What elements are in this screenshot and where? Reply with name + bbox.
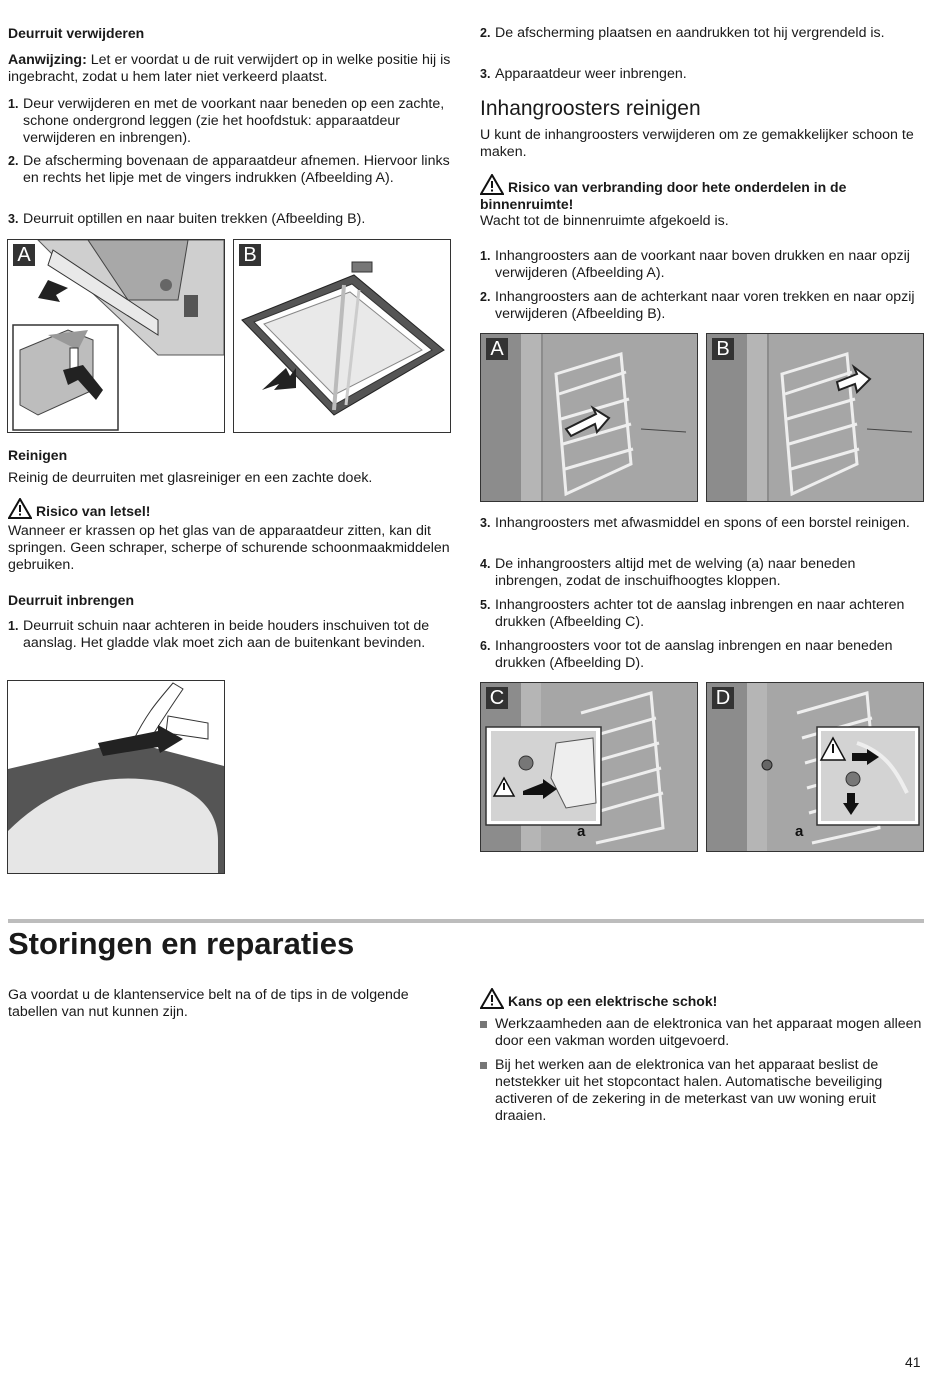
step-number: 2. [8, 154, 19, 168]
step-number: 1. [8, 619, 19, 633]
remove-step-3 [8, 211, 458, 228]
list-item [480, 1057, 926, 1125]
step-number: 3. [480, 516, 491, 530]
remove-step-2 [8, 153, 458, 187]
step-number: 6. [480, 639, 491, 653]
shock-warning-text: Kans op een elektrische schok! [508, 993, 718, 1009]
list-item [480, 1016, 926, 1050]
step-number: 4. [480, 557, 491, 571]
step-text: Deur verwijderen en met de voorkant naar beneden op een zachte, schone ondergrond leggen (zie het hoofdstuk: apparaatdeur verwijderen en inbrengen). [23, 96, 445, 146]
figure-rack-front-removal [480, 333, 698, 502]
bullet-square-icon [480, 1021, 487, 1028]
racks-heading: Inhangroosters reinigen [480, 97, 701, 120]
figure-label-a: A [486, 338, 508, 360]
note-paragraph [8, 52, 458, 86]
note-text: Let er voordat u de ruit verwijdert op in welke positie hij is ingebracht, zodat u hem later niet verkeerd plaatst. [8, 52, 451, 85]
racks-step-5 [480, 597, 926, 631]
warning-triangle-icon [480, 988, 504, 1009]
injury-warning-text: Risico van letsel! [36, 503, 151, 519]
rack-back-illustration [707, 334, 923, 501]
burn-warning-text: Risico van verbranding door hete onderdelen in de binnenruimte! [480, 179, 847, 212]
figure-label-d: D [712, 687, 734, 709]
figure-rack-back-insertion [480, 682, 698, 852]
faults-intro: Ga voordat u de klantenservice belt na of de tips in de volgende tabellen van nut kunnen zijn. [8, 987, 409, 1020]
rack-front-illustration [481, 334, 697, 501]
bullet-square-icon [480, 1062, 487, 1069]
remove-step-1 [8, 96, 458, 147]
step-text: Apparaatdeur weer inbrengen. [495, 66, 687, 82]
step-number: 1. [8, 97, 19, 111]
clean-text: Reinig de deurruiten met glasreiniger en een zachte doek. [8, 470, 373, 486]
racks-step-2 [480, 289, 926, 323]
injury-warning [8, 498, 150, 520]
warning-triangle-icon [8, 498, 32, 519]
door-cover-illustration [8, 240, 224, 432]
racks-step-4 [480, 556, 926, 590]
page-number: 41 [905, 1354, 921, 1370]
figure-pane-removal [233, 239, 451, 433]
rack-insert-back-illustration [481, 683, 697, 851]
figure-label-b: B [712, 338, 734, 360]
figure-rack-front-insertion [706, 682, 924, 852]
step-text: Inhangroosters voor tot de aanslag inbrengen en naar beneden drukken (Afbeelding D). [495, 638, 893, 671]
step-number: 1. [480, 249, 491, 263]
racks-intro: U kunt de inhangroosters verwijderen om ze gemakkelijker schoon te maken. [480, 127, 914, 160]
section-divider [8, 919, 924, 923]
racks-step-3 [480, 515, 926, 532]
step-number: 3. [480, 67, 491, 81]
step-number: 3. [8, 212, 19, 226]
cover-step-2 [480, 25, 926, 42]
burn-warning [480, 174, 920, 213]
note-label: Aanwijzing: [8, 52, 87, 68]
shock-warning [480, 988, 717, 1010]
insert-step-1 [8, 618, 458, 652]
step-text: Deurruit optillen en naar buiten trekken (Afbeelding B). [23, 211, 366, 227]
pane-insert-illustration [8, 681, 224, 873]
remove-pane-title: Deurruit verwijderen [8, 25, 145, 41]
figure-label-a: A [13, 244, 35, 266]
pane-lift-illustration [234, 240, 450, 432]
figure-pane-insertion [7, 680, 225, 874]
figure-rack-back-removal [706, 333, 924, 502]
step-number: 2. [480, 26, 491, 40]
list-item-text: Bij het werken aan de elektronica van het apparaat beslist de netstekker uit het stopcontact halen. Automatische beveiliging activeren of de zekering in de meterkast van uw woning eruit draaien. [495, 1057, 883, 1124]
step-text: Inhangroosters aan de achterkant naar voren trekken en naar opzij verwijderen (Afbeelding B). [495, 289, 915, 322]
insert-heading: Deurruit inbrengen [8, 592, 135, 608]
step-text: Inhangroosters aan de voorkant naar boven drukken en naar opzij verwijderen (Afbeelding A). [495, 248, 910, 281]
curve-label-a: a [795, 823, 804, 840]
cover-step-3 [480, 66, 926, 83]
figure-door-cover-removal [7, 239, 225, 433]
step-text: Inhangroosters achter tot de aanslag inbrengen en naar achteren drukken (Afbeelding C). [495, 597, 905, 630]
warning-triangle-icon [480, 174, 504, 195]
step-text: De afscherming bovenaan de apparaatdeur afnemen. Hiervoor links en rechts het lipje met de vingers indrukken (Afbeelding A). [23, 153, 450, 186]
faults-heading: Storingen en reparaties [8, 926, 355, 961]
curve-label-a: a [577, 823, 586, 840]
burn-text: Wacht tot de binnenruimte afgekoeld is. [480, 213, 729, 229]
figure-label-c: C [486, 687, 508, 709]
injury-text: Wanneer er krassen op het glas van de apparaatdeur zitten, kan dit springen. Geen schraper, scherpe of schurende schoonmaakmiddelen gebruiken. [8, 523, 450, 573]
step-text: Inhangroosters met afwasmiddel en spons of een borstel reinigen. [495, 515, 910, 531]
rack-insert-front-illustration [707, 683, 923, 851]
racks-step-6 [480, 638, 926, 672]
clean-heading: Reinigen [8, 447, 68, 463]
step-text: De inhangroosters altijd met de welving (a) naar beneden inbrengen, zodat de inschuifhoogtes kloppen. [495, 556, 856, 589]
step-text: Deurruit schuin naar achteren in beide houders inschuiven tot de aanslag. Het gladde vlak moet zich aan de buitenkant bevinden. [23, 618, 430, 651]
figure-label-b: B [239, 244, 261, 266]
list-item-text: Werkzaamheden aan de elektronica van het apparaat mogen alleen door een vakman worden uitgevoerd. [495, 1016, 922, 1049]
step-number: 5. [480, 598, 491, 612]
step-text: De afscherming plaatsen en aandrukken tot hij vergrendeld is. [495, 25, 885, 41]
racks-step-1 [480, 248, 926, 282]
step-number: 2. [480, 290, 491, 304]
